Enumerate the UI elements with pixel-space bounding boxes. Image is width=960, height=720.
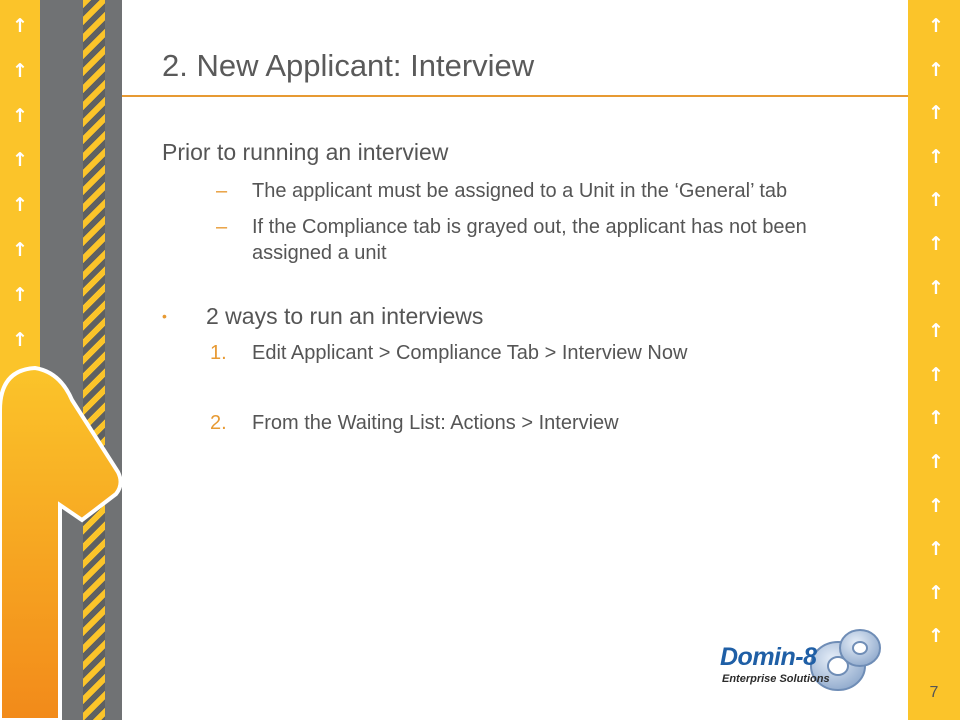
up-arrow-icon: ↑ (928, 58, 944, 81)
section-heading: Prior to running an interview (162, 139, 449, 165)
up-arrow-icon: ↑ (928, 363, 944, 386)
left-arrow-column (10, 12, 30, 370)
bullet-marker: • (162, 308, 167, 324)
up-arrow-icon: ↑ (12, 283, 28, 306)
dash-marker: – (216, 216, 228, 238)
sub-item-text: If the Compliance tab is grayed out, the applicant has not been assigned a unit (252, 216, 807, 264)
up-arrow-icon: ↑ (928, 581, 944, 604)
up-arrow-icon: ↑ (928, 494, 944, 517)
sub-item-text: The applicant must be assigned to a Unit in the ‘General’ tab (252, 180, 788, 202)
left-decorative-band (0, 0, 122, 720)
title-divider (122, 95, 908, 97)
up-arrow-icon: ↑ (12, 238, 28, 261)
up-arrow-icon: ↑ (12, 104, 28, 127)
up-arrow-icon: ↑ (12, 15, 28, 37)
up-arrow-icon: ↑ (928, 102, 944, 125)
up-arrow-icon: ↑ (12, 194, 28, 217)
step-number: 2. (210, 412, 227, 434)
domin8-logo (716, 626, 886, 698)
logo-rings-icon (808, 626, 886, 696)
up-arrow-icon: ↑ (12, 328, 28, 351)
slide-title: 2. New Applicant: Interview (162, 48, 535, 83)
up-arrow-icon: ↑ (928, 232, 944, 255)
step-number: 1. (210, 342, 227, 364)
logo-wordmark: Domin-8 (720, 643, 817, 671)
up-arrow-icon: ↑ (928, 145, 944, 168)
up-arrow-icon: ↑ (928, 15, 944, 37)
sub-item-compliance-note (162, 214, 892, 266)
step-text: From the Waiting List: Actions > Interview (252, 412, 619, 434)
up-arrow-icon: ↑ (928, 538, 944, 561)
up-arrow-icon: ↑ (928, 625, 944, 648)
up-arrow-icon: ↑ (928, 189, 944, 212)
up-arrow-icon: ↑ (12, 59, 28, 82)
up-arrow-icon: ↑ (928, 276, 944, 299)
slide-body (162, 136, 892, 436)
bullet-text: 2 ways to run an interviews (206, 303, 484, 329)
sub-item-unit-requirement (162, 178, 892, 204)
up-arrow-icon: ↑ (928, 407, 944, 430)
step-2 (162, 410, 892, 436)
right-arrow-column (926, 12, 946, 666)
up-arrow-icon: ↑ (928, 450, 944, 473)
step-text: Edit Applicant > Compliance Tab > Interview Now (252, 342, 688, 364)
page-number: 7 (929, 684, 939, 701)
up-arrow-icon: ↑ (12, 149, 28, 172)
dash-marker: – (216, 180, 228, 202)
up-arrow-icon: ↑ (928, 320, 944, 343)
bullet-ways-to-interview (162, 300, 892, 332)
step-1 (162, 340, 892, 366)
logo-tagline: Enterprise Solutions (722, 673, 830, 685)
